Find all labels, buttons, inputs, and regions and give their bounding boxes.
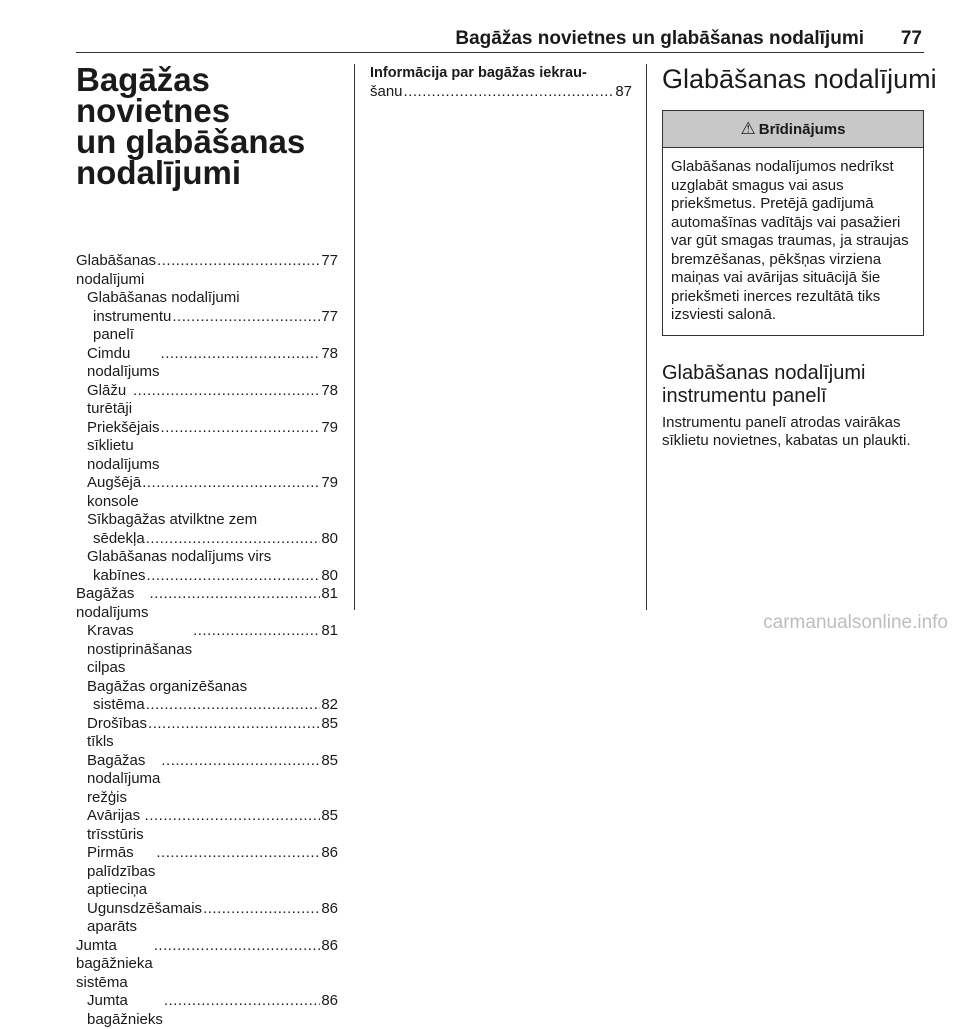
toc-column [76,61,338,1029]
warning-text: Glabāšanas nodalījumos nedrīkst uzglabāt smagus vai asus priekšmetus. Pretējā gadījumā automašīnas vadītājs vai pasažieri var gūt smagas traumas, ja straujas bremzēšanas, pēkšņas virziena maiņas vai avārijas situācijā šie priekšmeti inerces rezultātā tiks izsviesti salonā. [671,158,909,323]
toc-entry-title: Priekšējais sīklietu nodalījums [87,418,160,473]
toc-page-number: 81 [321,585,338,602]
toc-entry [76,696,338,715]
toc-section-entry [76,937,338,993]
toc-page-number: 79 [321,418,338,436]
toc-page-number: 79 [321,474,338,491]
toc-entry-title: Drošības tīkls [87,714,148,750]
toc-page-number: 87 [615,82,632,100]
toc-leader-dots [133,382,320,401]
toc-entry-line: Glabāšanas nodalījums virs [87,548,272,565]
warning-box [662,110,924,336]
column-divider [354,64,355,610]
toc-entry [76,900,338,937]
subsection-title: Glabāšanas nodalījumi instrumentu panelī [662,361,866,407]
toc-page-number: 86 [321,899,338,917]
toc-entry-title: Ugunsdzēšamais aparāts [87,899,203,935]
toc-entry-title: Augšējā konsole [87,474,142,510]
toc-page-number: 81 [321,622,338,639]
toc-section-entry [76,585,338,622]
toc-leader-dots [147,567,321,586]
toc-entry-title: Bagāžas nodalījuma režģis [87,751,161,806]
toc-leader-dots [154,937,321,956]
toc-entry-title: Avārijas trīsstūris [87,807,144,843]
toc-entry [76,622,338,678]
toc-leader-dots [404,83,615,102]
toc-section-entry [76,252,338,289]
toc-leader-dots [150,585,321,604]
toc-entry [76,530,338,549]
toc-leader-dots [148,715,320,734]
toc-continued-column [370,64,632,101]
toc-leader-dots [142,474,320,493]
toc-entry-line: Bagāžas organizēšanas [87,677,248,695]
toc-page-number: 78 [321,344,338,362]
toc-entry [76,308,338,345]
toc-entry-title: Jumta bagāžnieka sistēma [76,936,153,991]
toc-entry-title: kabīnes [93,566,146,584]
warning-triangle-icon: ⚠ [740,119,756,138]
toc-page-number: 80 [321,566,338,584]
chapter-title: Bagāžas novietnes un glabāšanas nodalījumi [76,61,306,191]
warning-label: Brīdinājums [758,120,846,138]
toc-page-number: 85 [321,751,338,769]
table-of-contents [76,252,338,1029]
toc-leader-dots [161,345,321,364]
toc-page-number: 85 [321,807,338,824]
toc-entry [76,844,338,900]
toc-entry [76,992,338,1029]
toc-page-number: 85 [321,714,338,732]
toc-leader-dots [157,252,320,271]
toc-entry-title: Cimdu nodalījums [87,344,160,380]
toc-page-number: 86 [321,992,338,1009]
content-column [662,64,937,451]
page-header [76,26,924,53]
toc-page-number: 82 [321,696,338,713]
section-title: Glabāšanas nodalījumi [662,64,937,94]
toc-leader-dots [156,844,320,863]
toc-entry-title: instrumentu panelī [93,307,172,343]
running-title: Bagāžas novietnes un glabāšanas nodalījumi [455,28,864,49]
toc-entry-title: šanu [370,82,403,100]
toc-entry [76,382,338,419]
toc-page-number: 78 [321,381,338,399]
toc-entry-title: Kravas nostiprināšanas cilpas [87,622,193,676]
toc-entry-title: Bagāžas nodalījums [76,585,149,621]
toc-leader-dots [193,622,320,641]
toc-leader-dots [146,696,321,715]
toc-entry [76,345,338,382]
toc-leader-dots [146,530,321,549]
page-number: 77 [900,28,922,49]
toc-leader-dots [145,807,321,826]
subsection-body: Instrumentu panelī atrodas vairākas sīklietu novietnes, kabatas un plaukti. [662,413,911,449]
toc-entry-line: Glabāšanas nodalījumi [87,289,240,306]
toc-entry-title: sēdekļa [93,529,145,547]
toc-entry-line: Informācija par bagāžas iekrau- [370,65,587,81]
toc-leader-dots [164,992,320,1011]
toc-entry [76,567,338,586]
toc-entry-title: sistēma [93,696,145,713]
toc-entry [76,807,338,844]
warning-header [663,111,923,148]
toc-entry [76,715,338,752]
toc-entry [76,419,338,475]
toc-entry [76,752,338,808]
table-of-contents-continued [370,64,632,101]
toc-section-entry [370,83,632,102]
toc-entry [76,474,338,511]
toc-page-number: 77 [321,307,338,325]
toc-entry-title: Jumta bagāžnieks [87,992,163,1028]
toc-entry-title: Glāžu turētāji [87,381,133,417]
toc-page-number: 86 [321,844,338,861]
toc-page-number: 86 [321,936,338,954]
toc-entry-title: Pirmās palīdzības aptieciņa [87,844,156,898]
toc-leader-dots [172,308,320,327]
column-divider [646,64,647,610]
toc-leader-dots [161,752,320,771]
toc-entry-title: Glabāšanas nodalījumi [76,252,157,288]
toc-entry-line: Sīkbagāžas atvilktne zem [87,511,258,528]
watermark: carmanualsonline.info [763,612,948,633]
toc-leader-dots [161,419,321,438]
toc-page-number: 77 [321,252,338,269]
toc-page-number: 80 [321,529,338,547]
toc-leader-dots [203,900,320,919]
